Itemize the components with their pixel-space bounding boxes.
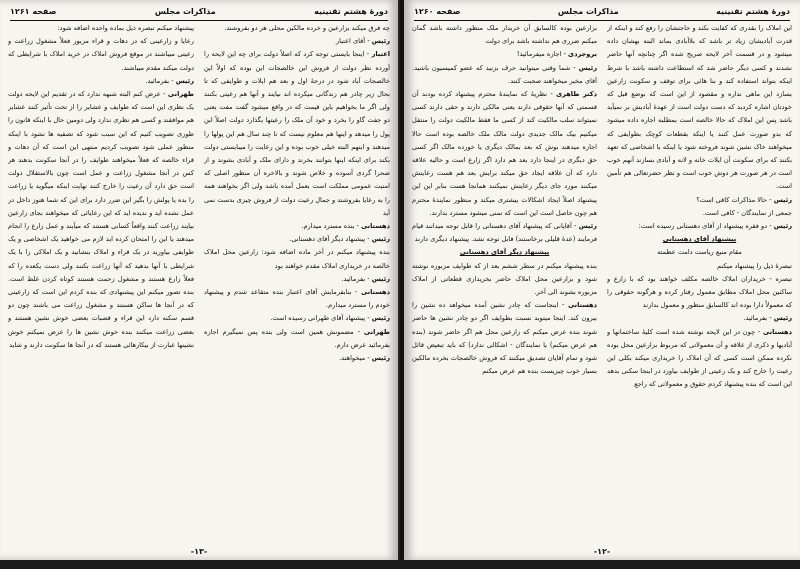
speech-text: اینجا بایستی توجه کرد که اصلاً دولت برای چه این لایحه را آورده نظر دولت از فروش این خالصجات این بوده که اولاً این خالصجات آباد شود در درجهٔ اول و بعد هم ایلات و طوایفی که تا بحال زیر چادر هم زندگانی میکرده اند بیایند و آنها هم رعیتی بکنند ولی اگر ما بخواهیم باین قیمت که در واقع میشود گفت مفت یعنی دو جفت گاو را بخرد و خود آن ملک را رعیتها بگذارد دولت اصلاً این پول را میدهد و اینها هم معلوم نیست که تا چند سال هم این پولها را میدهند و اینهم البته خیلی خوب بوده و این رعایت را میبایستی دولت بکند برای اینکه اینها بتوانند بخرند و دارای ملک و آبادی بشوند و از صحرا گردی آسوده و خلاص شوند و بالاخره آن منظور اصلی که امنیت عمومی مملکت است بعمل آمده باشد ولی اگر بخواهند همه را به رعایا بفروشند و جمال رعیت دولت از فروش چیزی بدست نمی آید — [204, 50, 390, 217]
paragraph — [412, 260, 597, 300]
speaker-name: رئیس — [371, 274, 390, 283]
speaker-name: دهستانی — [763, 327, 792, 336]
speaker-paragraph: رئیس - شما وقتی میتوانید حرف بزنید که عضو کمیسیون باشید. آقای مخبر میخواهند صحبت کنند. — [412, 63, 597, 85]
speaker-paragraph: طهرانی - عرض کنم البته شبهه ندارد که در تقدیم این لایحه دولت یک نظری این است که طوایف و عشایر را از تحت تأثیر کنند عشایر هم موافقند و کسی هم نظری ندارد ولی دومین حال با اینکه قانون را طوری تصویب کنیم که این سبب شود که تصفیه ها نشود با اینکه منظور عملی شود تصویب کردیم منتهی این است که آن دهات و قراء خالصه که فعلاً میخواهند طوایف را در آنجا سکونت بدهند هر کس در آنجا مشغول زراعت و عمل است چون بالاستقلال دولت است حق دارد آن رعیت را خارج کنند نهایت اینکه میگوید یا زراعت را بده یا پولش را بگیر این ضرر دارد برای این که شما هنوز داخل در عمل نشده اید و ندیده اید که این رعایائی که میخواهند بجای زارعین بیایند زراعت کنند واقعاً کسانی هستند که میآیند و عمل زارع را انجام میدهند یا این را امتحان کرده اید لازم می خواهید یک اشخاصی و یک طوایفی بیاورید در یک قراء و املاک بنشانید و یک املاکی را با یک شرایطی با آنها بدهید که آنها زراعت بکنند ولی دست یکعده را که فعلاً زارع هستند و مشغول زحمت هستند کوتاه کردن غلط است. بنده تصور میکنم این پیشنهادی که بنده کردم این است که زارعینی که در آنجا ها ساکن هستند و مشغول زراعت می باشند چون دو قسم سکنه دارد این قراء و قصبات بعضی خوش نشین هستند و بعضی زراعت میکنند بنده خوش نشین ها را عرض نمیکنم خوش نشینها عبارت از بیکارهائی هستند که در آنجا ها سکونت دارند و شاید — [8, 90, 194, 349]
section-heading — [607, 233, 792, 246]
speech-text: بفرمائید. — [145, 76, 170, 85]
session-label: دورهٔ هشتم تقنینیه — [716, 6, 790, 16]
speaker-paragraph: رئیس - بفرمائید. — [341, 274, 390, 283]
speech-text: حالا مذاکرات کافی است؟ — [696, 195, 768, 204]
paragraph — [607, 246, 792, 259]
speech-text: بفرمائید. — [743, 314, 768, 323]
paragraph — [8, 22, 194, 35]
speech-text: اینجاست که چادر نشین آمده میخواهد ده نشین را بیرون کند. اینجا میتوبد نسبت بطوایف اگر دو چادر نشین ها حاضر شوند بنده عرض میکنم که زارعین محل هم اگر حاضر شوند (بنده هم عرض میکنم) یا نمایندگان - اشکالی ندارد) که باید تبعیض قائل شود و تمام آقایان تصدیق میکنند که فروش خالصجات بخرده مالکین بسیار خوب چیزیست بنده هم عرض میکنم — [412, 301, 597, 376]
speaker-paragraph: دهستانی - بنابفرمایش آقای اعتبار بنده متقاعد شدم و پیشنهاد خودم را مسترد میدارم. — [204, 288, 390, 310]
speaker-name: رئیس — [578, 63, 597, 72]
speaker-name: طهرانی — [363, 327, 390, 336]
speech-text: پیشنهاد آقای طهرانی رسیده است. — [270, 314, 366, 323]
speaker-paragraph: رئیس - آقای اعتبار — [335, 37, 390, 46]
running-head — [414, 4, 790, 21]
page-number-label: صفحه ۱۲۶۱ — [10, 6, 57, 16]
speaker-paragraph: رئیس - دو فقره پیشنهاد از آقای دهستانی رسیده است: — [638, 222, 792, 231]
paragraph — [607, 207, 792, 220]
speaker-name: دهستانی — [568, 301, 597, 310]
paragraph — [8, 35, 194, 75]
folio-number: -۱۳- — [190, 547, 208, 556]
section-heading — [412, 246, 597, 259]
speech-text: مضمونش همین است ولی بنده پس نمیگیرم اجازه بفرمائید عرض دارم. — [204, 327, 390, 349]
speech-text: اجازه میفرمائید! — [516, 50, 562, 59]
speaker-paragraph: بروجردی - اجازه میفرمائید! — [516, 50, 597, 59]
speaker-name: رئیس — [175, 76, 194, 85]
column-left — [412, 22, 597, 540]
text-columns — [8, 22, 390, 540]
speech-text: چه فرق میکند بزارعین و خرده مالکین محلی هر دو بفروشند. — [224, 24, 390, 32]
speech-text: این املاک را بقدری که کفایت بکند و حاجتشان را رفع کند و اینکه از قدرت آبادیشان زیاد تر باشد که بلاآبادی بماند البته بهشان داده میشود و در قسمت آخر لایحه صریح شده اگر چنانچه آنها حاضر نشدند و کسی دیگر حاضر شد که استطاعت داشته باشد با شرط اینکه بتواند استفاده کند و بنا هائی برای توقف و سکونت زارعین بسازد این ماهی نداره و مقصود از این است که بوضع قبل که خودتان اشاره کردید که دست دولت است از عهدهٔ آبادیش بر نمیآید باشد پس این املاک که حالا خالصه است بمطلبه اجاره داده میشود که بدو صورت عمل کنند یا اینکه بقطعات کوچک بطوایفی که میخواهند خاک نشین شوند فروخته شود یا اینکه با اشخاصی که تعهد بکنند که برای سکونت آن ایلات خانه و لانه و آبادی بسازند آنهم خوب است در هر صورت هر دوش خوب است و نظر حضرتعالی هم تأمین است. — [607, 24, 792, 191]
running-head — [10, 4, 388, 21]
speech-text: پیشنهاد دیگر آقای دهستانی. — [289, 235, 366, 244]
heading-text: پیشنهاد آقای دهستانی — [662, 235, 737, 244]
left-page — [0, 0, 400, 560]
paragraph — [204, 246, 390, 272]
speech-text: بنده مسترد میدارم. — [301, 222, 355, 231]
speech-text: میخواهند. — [339, 354, 366, 363]
speech-text: تبصره - خریداران املاک خالصه مکلف خواهند بود که با زارع و ساکنین محل املاک مطابق معمول رفتار کرده و هرگونه حقوقی را که معمولاً دارا بوده اند کالسابق منظور و معمول بدارند — [607, 274, 792, 310]
speaker-paragraph: رئیس - میخواهند. — [339, 354, 390, 363]
speaker-name: رئیس — [773, 195, 792, 204]
speaker-name: دهستانی — [361, 222, 390, 231]
speaker-name: رئیس — [773, 314, 792, 323]
speaker-paragraph: دهستانی - اینجاست که چادر نشین آمده میخواهد ده نشین را بیرون کند. اینجا میتوبد نسبت بطوایف اگر دو چادر نشین ها حاضر شوند بنده عرض میکنم که زارعین محل هم اگر حاضر شوند (بنده هم عرض میکنم) یا نمایندگان - اشکالی ندارد) که باید تبعیض قائل شود و تمام آقایان تصدیق میکنند که فروش خالصجات بخرده مالکین بسیار خوب چیزیست بنده هم عرض میکنم — [412, 301, 597, 376]
speaker-name: دکتر طاهری — [556, 90, 597, 99]
column-right — [204, 22, 390, 540]
speech-text: چون در این لایحه نوشته شده است کلیهٔ ساختمانها و آبادیها و ذکری از علاقه و آن معمولاتی که مربوط بزارعین محل بوده نکرده ممکن است کسی که آن املاک را خریداری میکند بکلی این رعیت را خارج کند و یک رعیتی از طوایف بیاورد در اینجا سکنی بدهد این است که بنده پیشنهاد کردم حقوق و معمولاتی که راجع — [607, 327, 792, 389]
speech-text: آقایانی که پیشنهاد آقای دهستانی را قابل توجه میدانند قیام فرمایند (عدهٔ قلیلی برخاستند) قابل توجه نشد. پیشنهاد دیگری دارند — [412, 222, 597, 244]
paragraph — [607, 260, 792, 273]
text-columns — [412, 22, 792, 540]
speaker-name: رئیس — [578, 222, 597, 231]
speech-text: بزارعین بوده کالسابق آن خریدار ملک منظور داشته باشد گمان میکنم ضرری هم نداشته باشد برای دولت — [412, 24, 597, 46]
speaker-name: رئیس — [371, 314, 390, 323]
speech-text: نظریهٔ که نمایندهٔ محترم پیشنهاد کرده بودند آن قسمتی که آنها حقوقی دارند یعنی مالکی دارند و حقی دارند کسی نمیتواند سلب مالکیت کند از کسی ما فقط مالکیت دولت را منتقل میکنیم بیک مالک جدیدی دولت مالک ملک خالصه بوده است حالا اجازه میدهند بوش که بعد بمالک دیگری یا خورده مالک اگر کسی حق دیگری در اینجا دارد بعد هم دارد اگر زارع است و حالیه علاقه دارد که آن علاقه ایجاد حق میکند برایش بعد هم هست رعایتش میکنند مورد جای دیگر رعایتش نمیکنند همانجا هست بنابر این این پیشنهاد اصلاً ایجاد اشکالات بیشتری میکند و منظور نمایندهٔ محترم هم چون حاصل است این است که تمنی میشود مسترد بدارند. — [412, 90, 597, 217]
speech-text: آقای اعتبار — [335, 37, 366, 46]
speaker-paragraph: دهستانی - چون در این لایحه نوشته شده است کلیهٔ ساختمانها و آبادیها و ذکری از علاقه و آن معمولاتی که مربوط بزارعین محل بوده نکرده ممکن است کسی که آن املاک را خریداری میکند بکلی این رعیت را خارج کند و یک رعیتی از طوایف بیاورد در اینجا سکنی بدهد این است که بنده پیشنهاد کردم حقوق و معمولاتی که راجع — [607, 327, 792, 389]
speaker-paragraph: رئیس - پیشنهاد آقای طهرانی رسیده است. — [270, 314, 390, 323]
speech-text: شما وقتی میتوانید حرف بزنید که عضو کمیسیون باشید. آقای مخبر میخواهند صحبت کنند. — [412, 63, 597, 85]
speech-text: بنده پیشنهاد میکنم در آخر ماده اضافه شود: زارعین محل املاک خالصه در خریداری املاک مقدم خواهند بود — [204, 248, 390, 270]
speaker-name: اعتبار — [371, 50, 390, 59]
salutation: مقام منیع ریاست دامت عظمته — [657, 248, 742, 257]
speaker-paragraph: رئیس - بفرمائید. — [743, 314, 792, 323]
paragraph — [607, 273, 792, 313]
speech-text: پیشنهاد میکنم تبصره ذیل بماده واحده اضافه شود: — [57, 24, 194, 32]
speech-text: بفرمائید. — [341, 274, 366, 283]
speaker-name: طهرانی — [167, 90, 194, 99]
speaker-paragraph: دهستانی - بنده مسترد میدارم. — [301, 222, 390, 231]
speaker-paragraph: رئیس - بفرمائید. — [145, 76, 194, 85]
session-label: دورهٔ هشتم تقنینیه — [314, 6, 388, 16]
speaker-paragraph: رئیس - حالا مذاکرات کافی است؟ — [696, 195, 792, 204]
scan-edge — [0, 560, 800, 569]
right-page — [400, 0, 800, 560]
heading-text: پیشنهاد دیگر آقای دهستانی — [459, 248, 550, 257]
paragraph — [204, 22, 390, 35]
folio-number: -۱۲- — [593, 547, 611, 556]
speaker-name: رئیس — [773, 222, 792, 231]
speech-text: جمعی از نمایندگان - کافی است. — [702, 208, 792, 217]
speaker-name: رئیس — [371, 37, 390, 46]
speech-text: عرض کنم البته شبهه ندارد که در تقدیم این لایحه دولت یک نظری این است که طوایف و عشایر را از تحت تأثیر کنند عشایر هم موافقند و کسی هم نظری ندارد ولی دومین حال با اینکه قانون را طوری تصویب کنیم که این سبب شود که تصفیه ها نشود با اینکه منظور عملی شود تصویب کردیم منتهی این است که آن دهات و قراء خالصه که فعلاً میخواهند طوایف را در آنجا سکونت بدهند هر کس در آنجا مشغول زراعت و عمل است چون بالاستقلال دولت است حق دارد آن رعیت را خارج کنند نهایت اینکه میگوید یا زراعت را بده یا پولش را بگیر این ضرر دارد برای این که شما هنوز داخل در عمل نشده اید و ندیده اید که این رعایائی که میخواهند بجای زارعین بیایند زراعت کنند واقعاً کسانی هستند که میآیند و عمل زارع را انجام میدهند یا این را امتحان کرده اید لازم می خواهید یک اشخاصی و یک طوایفی بیاورید در یک قراء و املاک بنشانید و یک املاکی را با یک شرایطی با آنها بدهید که آنها زراعت بکنند ولی دست یکعده را که فعلاً زارع هستند و مشغول زحمت هستند کوتاه کردن غلط است. بنده تصور میکنم این پیشنهادی که بنده کردم این است که زارعینی که در آنجا ها ساکن هستند و مشغول زراعت می باشند چون دو قسم سکنه دارد این قراء و قصبات بعضی خوش نشین هستند و بعضی زراعت میکنند بنده خوش نشین ها را عرض نمیکنم خوش نشینها عبارت از بیکارهائی هستند که در آنجا ها سکونت دارند و شاید — [8, 90, 194, 349]
page-number-label: صفحه ۱۲۶۰ — [414, 6, 461, 16]
column-left — [8, 22, 194, 540]
speaker-paragraph: رئیس - آقایانی که پیشنهاد آقای دهستانی را قابل توجه میدانند قیام فرمایند (عدهٔ قلیلی برخاستند) قابل توجه نشد. پیشنهاد دیگری دارند — [412, 222, 597, 244]
speech-text: رعایا و زارعینی که در دهات و قراء مزبور فعلاً مشغول زراعت و رعیتی میباشند در موقع فروش املاک در خرید املاک با شرایطی که دولت میکند مقدم میباشند. — [8, 37, 194, 72]
paragraph — [412, 22, 597, 48]
column-right — [607, 22, 792, 540]
speech-text: بنده پیشنهاد میکنم در سطر ششم بعد از که طوایف مزبوره نوشته شود و بزارعین محل املاک حاضر بخریداری قطعاتی از املاک مزبوره بشوند الی آخر. — [412, 261, 597, 297]
speech-text: بنابفرمایش آقای اعتبار بنده متقاعد شدم و پیشنهاد خودم را مسترد میدارم. — [204, 288, 390, 310]
speaker-name: بروجردی — [568, 50, 597, 59]
journal-title: مذاکرات مجلس — [557, 6, 619, 16]
speech-text: تبصرهٔ ذیل را پیشنهاد میکنم — [716, 261, 792, 270]
journal-title: مذاکرات مجلس — [154, 6, 216, 16]
speech-text: دو فقره پیشنهاد از آقای دهستانی رسیده است: — [638, 222, 768, 231]
speaker-name: رئیس — [371, 354, 390, 363]
paragraph — [607, 22, 792, 194]
speaker-name: دهستانی — [361, 288, 390, 297]
speaker-paragraph: اعتبار - اینجا بایستی توجه کرد که اصلاً دولت برای چه این لایحه را آورده نظر دولت از فروش این خالصجات این بوده که اولاً این خالصجات آباد شود در درجهٔ اول و بعد هم ایلات و طوایفی که تا بحال زیر چادر هم زندگانی میکرده اند بیایند و آنها هم رعیتی بکنند ولی اگر ما بخواهیم باین قیمت که در واقع میشود گفت مفت یعنی دو جفت گاو را بخرد و خود آن ملک را رعیتها بگذارد دولت اصلاً این پول را میدهد و اینها هم معلوم نیست که تا چند سال هم این پولها را میدهند و اینهم البته خیلی خوب بوده و این رعایت را میبایستی دولت بکند برای اینکه اینها بتوانند بخرند و دارای ملک و آبادی بشوند و از صحرا گردی آسوده و خلاص شوند و بالاخره آن منظور اصلی که امنیت عمومی مملکت است بعمل آمده باشد ولی اگر بخواهند همه را به رعایا بفروشند و جمال رعیت دولت از فروش چیزی بدست نمی آید — [204, 50, 390, 217]
speaker-paragraph: دکتر طاهری - نظریهٔ که نمایندهٔ محترم پیشنهاد کرده بودند آن قسمتی که آنها حقوقی دارند یعنی مالکی دارند و حقی دارند کسی نمیتواند سلب مالکیت کند از کسی ما فقط مالکیت دولت را منتقل میکنیم بیک مالک جدیدی دولت مالک ملک خالصه بوده است حالا اجازه میدهند بوش که بعد بمالک دیگری یا خورده مالک اگر کسی حق دیگری در اینجا دارد بعد هم دارد اگر زارع است و حالیه علاقه دارد که آن علاقه ایجاد حق میکند برایش بعد هم هست رعایتش میکنند مورد جای دیگر رعایتش نمیکنند همانجا هست بنابر این این پیشنهاد اصلاً ایجاد اشکالات بیشتری میکند و منظور نمایندهٔ محترم هم چون حاصل است این است که تمنی میشود مسترد بدارند. — [412, 90, 597, 217]
speaker-name: رئیس — [371, 235, 390, 244]
speaker-paragraph: رئیس - پیشنهاد دیگر آقای دهستانی. — [289, 235, 390, 244]
speaker-paragraph: طهرانی - مضمونش همین است ولی بنده پس نمیگیرم اجازه بفرمائید عرض دارم. — [204, 327, 390, 349]
